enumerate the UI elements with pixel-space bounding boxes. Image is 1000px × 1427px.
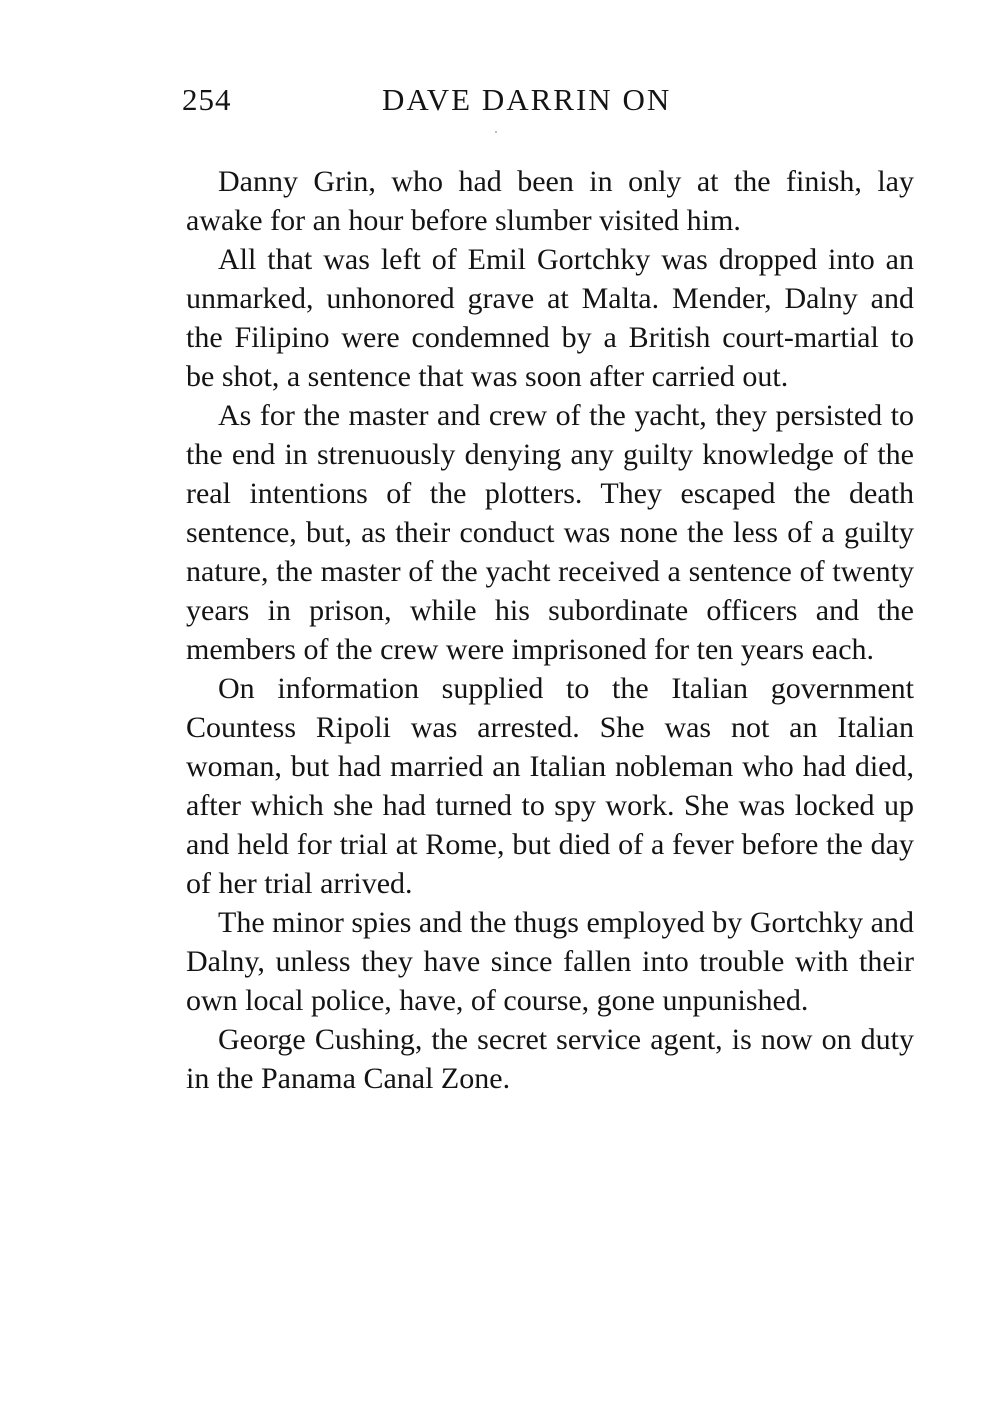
paragraph-countess-ripoli: On information supplied to the Italian government Countess Ripoli was arrested. She was not an Italian woman, but had married an Italian nobleman who had died, after which she had turned to spy work. She was locked up and held for trial at Rome, but died of a fever before the day of her trial arrived. [186, 672, 914, 900]
running-head [182, 78, 722, 122]
paragraph-gortchky-grave: All that was left of Emil Gortchky was dropped into an unmarked, unhonored grave at Malta. Mender, Dalny and the Filipino were condemned by a British court-martial to be shot, a sentence that was soon after carried out. [186, 243, 914, 393]
paragraph-minor-spies: The minor spies and the thugs employed by Gortchky and Dalny, unless they have since fallen into trouble with their own local police, have, of course, gone unpunished. [186, 906, 914, 1017]
running-title: DAVE DARRIN ON [382, 82, 672, 117]
paragraph-yacht-crew: As for the master and crew of the yacht, they persisted to the end in strenuously denying any guilty knowledge of the real intentions of the plotters. They escaped the death sentence, but, as their conduct was none the less of a guilty nature, the master of the yacht received a sentence of twenty years in prison, while his subordinate officers and the members of the crew were imprisoned for ten years each. [186, 399, 914, 666]
page-number: 254 [182, 82, 232, 117]
paragraph-danny-grin: Danny Grin, who had been in only at the finish, lay awake for an hour before slumber visited him. [186, 165, 914, 237]
body-text [186, 162, 914, 1098]
paragraph-george-cushing: George Cushing, the secret service agent, is now on duty in the Panama Canal Zone. [186, 1023, 914, 1095]
print-speck [495, 131, 497, 133]
